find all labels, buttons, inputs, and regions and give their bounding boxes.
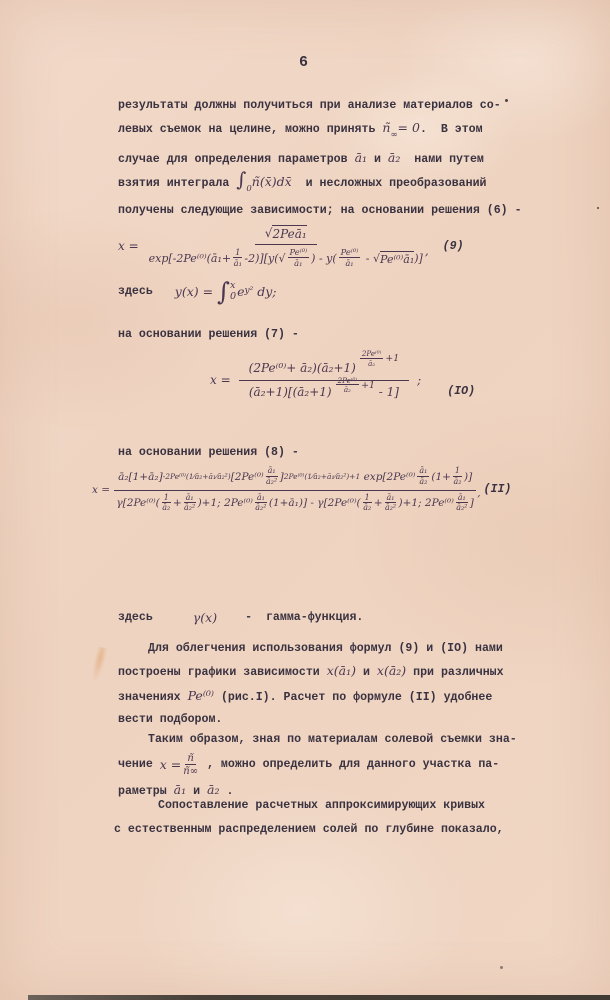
formula-x-a1: x(ā₁) (326, 663, 357, 679)
integral-lower-limit: 0 (230, 290, 237, 302)
equation-label-9: (9) (442, 239, 464, 253)
formula-text: -2)][y(√ (244, 251, 286, 265)
mini-fraction (266, 467, 278, 487)
formula-lhs: x = (92, 483, 111, 496)
equation-label-10: (IO) (447, 385, 476, 399)
mini-den: ā₂ (343, 385, 351, 395)
mini-num: 1 (364, 492, 370, 502)
formula-text: )] (414, 251, 423, 265)
mini-fraction (453, 467, 462, 487)
text-line (118, 660, 526, 684)
formula-text: )+1; 2Pe⁽⁰⁾ (398, 497, 454, 510)
mini-num: ā₁ (185, 492, 194, 502)
mini-fraction (233, 248, 242, 268)
formula-text: exp[2Pe⁽⁰⁾ (360, 470, 416, 483)
text-line: на основании решения (7) - (118, 328, 299, 341)
text-line: вести подбором. (118, 713, 223, 727)
formula-text: +1 (385, 353, 400, 365)
formula-n-infinity (382, 120, 420, 141)
typed-text: раметры (118, 785, 174, 798)
formula-text: ) - y( (311, 251, 337, 265)
sqrt-sign: √ (264, 226, 273, 240)
formula-text: e (237, 284, 245, 300)
formula-exponent: 2Pe⁽⁰⁾(1⁄ā₂+ā₁⁄ā₂²)+1 (283, 472, 361, 482)
formula-exponent: -2Pe⁽⁰⁾(1⁄ā₂+ā₁⁄ā₂²) (162, 472, 231, 482)
mini-num: ā₁ (419, 466, 428, 475)
typed-text: . В этом (419, 123, 483, 137)
paragraph-1 (118, 95, 526, 223)
fraction-denominator (116, 491, 473, 514)
mini-den: ā₁ (233, 258, 242, 269)
mini-num: 1 (163, 492, 169, 502)
formula-text: (2Pe⁽⁰⁾+ ā₂)(ā₂+1) (248, 360, 356, 375)
ink-speck (505, 99, 508, 102)
ink-speck (597, 207, 599, 209)
text-line: Сопоставление расчетных аппроксимирующих кривых (158, 799, 485, 812)
formula-text: [2Pe⁽⁰⁾ (230, 470, 264, 483)
formula-text: (ā₂+1)[(ā₂+1) (248, 385, 332, 400)
formula-punctuation: ; (417, 372, 422, 387)
ink-speck (500, 966, 503, 969)
formula-integral (236, 168, 292, 195)
mini-num: ā₁ (386, 492, 395, 502)
equation-label-11: (II) (483, 483, 512, 497)
typed-text: левых съемок на целине, можно принять (118, 123, 383, 137)
typed-text: - гамма-функция. (245, 611, 364, 624)
mini-den: ā₂² (266, 476, 278, 486)
mini-fraction (417, 467, 429, 487)
formula-lhs: x = (159, 757, 182, 772)
typed-text: и (356, 666, 377, 680)
mini-fraction (162, 494, 171, 514)
text-line: с естественным распределением солей по глубине показало, (114, 823, 504, 836)
formula-exponent: y² (244, 286, 254, 297)
typed-text: и (186, 785, 208, 798)
radicand: 2Peā₁ (272, 227, 307, 241)
mini-den: ā₂² (456, 503, 468, 513)
formula-9 (118, 224, 464, 268)
typed-text: случае для определения параметров (118, 152, 355, 166)
typed-text: здесь (118, 285, 153, 299)
text-line (118, 117, 526, 146)
formula-punctuation: , (477, 487, 481, 500)
fraction-denominator (149, 245, 423, 268)
mini-den: ā₂ (162, 503, 171, 513)
mini-num: ā₁ (267, 466, 276, 475)
integral-sign: ∫ (236, 168, 247, 192)
formula-text: exp[-2Pe⁽⁰⁾(ā₁+ (148, 251, 232, 265)
formula-text: )] (464, 470, 473, 483)
formula-text: - √ (362, 251, 381, 265)
mini-den: ā₂² (255, 503, 267, 513)
text-line (118, 168, 526, 200)
integral-lower-limit: 0 (246, 184, 252, 195)
formula-text: + (373, 497, 383, 510)
formula-text: + (172, 497, 182, 510)
formula-text: γ[2Pe⁽⁰⁾( (116, 497, 160, 510)
mini-num: 1 (454, 466, 460, 475)
formula-text: (1+ (431, 470, 451, 483)
typed-text: взятия интеграла (118, 177, 237, 191)
exponent-group (334, 377, 375, 395)
typed-text: и несложных преобразований (291, 177, 487, 191)
typed-text: (рис.I). Расчет по формуле (II) удобнее (213, 690, 493, 704)
mini-num: п̃ (187, 752, 194, 764)
mini-fraction (360, 350, 384, 368)
formula-text: = 0 (397, 120, 420, 136)
formula-text: dy; (253, 284, 277, 300)
mini-fraction (339, 248, 361, 268)
formula-11 (92, 466, 511, 513)
mini-den: ā₂² (384, 503, 397, 513)
integral-limits (230, 281, 236, 302)
integral-sign: ∫ (217, 276, 231, 306)
integral-upper-limit: x (230, 280, 236, 291)
mini-fraction (336, 377, 360, 395)
formula-text: ] (279, 470, 284, 483)
typed-text: , можно определить для данного участка па- (200, 758, 500, 771)
formula-text: - 1] (374, 385, 399, 400)
mini-fraction (456, 494, 468, 514)
formula-gamma: γ(x) (192, 610, 218, 625)
mini-den: ā₁ (294, 258, 303, 269)
mini-den: ā₂ (419, 476, 428, 486)
definition-y-function (118, 276, 277, 306)
text-line (118, 685, 526, 709)
formula-text: п̃ (382, 120, 391, 136)
mini-num: 1 (235, 247, 241, 257)
formula-a1: ā₁ (354, 149, 368, 165)
mini-den: п̃∞ (183, 765, 199, 777)
mini-fraction (184, 494, 196, 514)
text-line: Для облегчения использования формул (9) и (IO) нами (148, 642, 503, 655)
formula-text: )+1; 2Pe⁽⁰⁾ (197, 497, 253, 510)
mini-num: 2Pe⁽⁰⁾ (361, 349, 382, 358)
formula-text: ] (469, 497, 474, 510)
formula-text: ā₂[1+ā₂] (118, 470, 163, 483)
fraction-denominator (248, 375, 399, 402)
mini-num: Pe⁽⁰⁾ (289, 247, 308, 257)
typed-text: . (219, 785, 234, 798)
typed-text: чение (118, 758, 160, 771)
scan-edge-bottom (28, 995, 610, 1000)
exponent-group (358, 350, 399, 368)
text-line: получены следующие зависимости; на основании решения (6) - (118, 204, 522, 218)
text-line: результаты должны получиться при анализе материалов со- (118, 99, 501, 112)
formula-a2: ā₂ (387, 149, 401, 165)
mini-fraction (363, 494, 372, 514)
fraction (114, 466, 476, 513)
formula-text: y(x) = (174, 284, 218, 300)
paragraph-3 (118, 727, 548, 804)
typed-text: построены графики зависимости (118, 666, 327, 680)
formula-peclet: Pe⁽⁰⁾ (187, 687, 214, 703)
formula-10 (210, 349, 476, 401)
text-line (118, 147, 526, 171)
page-number: 6 (299, 54, 309, 71)
formula-a2: ā₂ (207, 782, 220, 797)
mini-num: Pe⁽⁰⁾ (340, 247, 359, 257)
mini-den: ā₂ (363, 503, 372, 513)
mini-den: ā₂ (453, 476, 462, 486)
radicand: Pe⁽⁰⁾ā₁ (380, 252, 415, 266)
formula-lhs: x = (210, 372, 231, 387)
gamma-function-note (118, 610, 363, 625)
mini-den: ā₂ (368, 358, 376, 368)
fraction (239, 349, 410, 401)
text-line: Таким образом, зная по материалам солевой съемки зна- (148, 733, 517, 746)
mini-fraction (255, 494, 267, 514)
formula-subscript: ∞ (390, 130, 398, 141)
mini-den: ā₂² (184, 503, 196, 513)
formula-punctuation: , (424, 244, 429, 259)
mini-fraction (385, 494, 397, 514)
formula-text: п̃(х̄)dх̄ (251, 174, 292, 190)
typed-text: нами путем (400, 152, 484, 166)
paragraph-4 (114, 794, 544, 842)
mini-num: ā₁ (457, 492, 466, 502)
typed-text: при различных (406, 666, 504, 680)
formula-text: +1 (361, 379, 375, 391)
fraction-numerator (255, 224, 317, 245)
formula-lhs: x = (118, 239, 139, 254)
typed-text: здесь (118, 611, 153, 624)
formula-a1: ā₁ (173, 782, 187, 797)
mini-den: ā₁ (345, 258, 354, 269)
mini-num: 2Pe⁽⁰⁾ (337, 375, 358, 385)
typed-text: значениях (118, 690, 188, 704)
mini-fraction (288, 248, 310, 268)
text-line (118, 752, 548, 777)
typed-text: и (367, 152, 388, 166)
fraction-numerator (239, 349, 410, 381)
paragraph-2 (118, 638, 526, 732)
mini-fraction (183, 753, 198, 777)
fraction-numerator (114, 466, 476, 491)
text-line: на основании решения (8) - (118, 446, 299, 459)
fraction (149, 224, 423, 268)
mini-num: ā₁ (256, 492, 265, 502)
formula-x-a2: x(ā₂) (376, 663, 407, 679)
margin-smudge (89, 646, 108, 684)
formula-text: (1+ā₁)] - γ[2Pe⁽⁰⁾( (268, 497, 361, 510)
